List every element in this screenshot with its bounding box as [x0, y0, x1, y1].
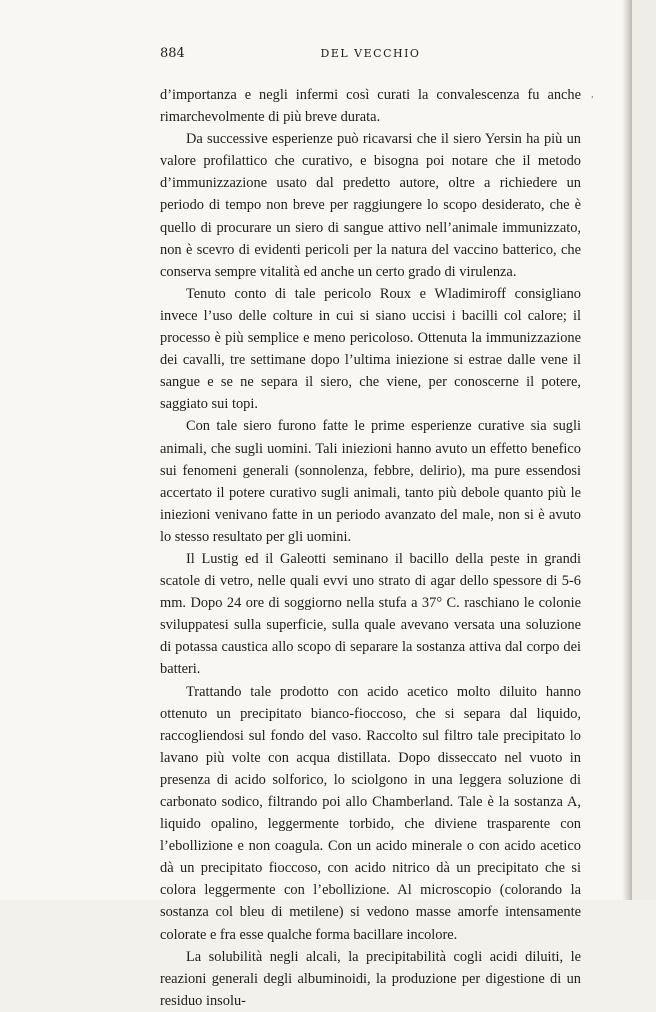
paragraph: Con tale siero furono fatte le prime esperienze curative sia sugli animali, che sugli uomini. Tali iniezioni hanno avuto un effetto benefico sui fenomeni generali (sonnolenza, febbre, delirio), ma pure essendosi accertato il potere curativo sugli animali, tanto più debole quanto più le iniezioni venivano fatte in un periodo avanzato del male, non si è avuto lo stesso resultato per gli uomini. [160, 418, 581, 545]
paragraph: Tenuto conto di tale pericolo Roux e Wladimiroff consigliano invece l’uso delle colture in cui si siano uccisi i bacilli col calore; il processo è più semplice e meno pericoloso. Ottenuta la immunizzazione dei cavalli, tre settimane dopo l’ultima iniezione si estrae dalle vene il sangue e se ne separa il siero, che viene, per conoscerne il potere, saggiato sui topi. [160, 285, 581, 413]
paragraph: Trattando tale prodotto con acido acetico molto diluito hanno ottenuto un precipitato bianco-fioccoso, che si separa dal liquido, raccogliendosi sul fondo del vaso. Raccolto sul filtro tale precipitato lo lavano più volte con acqua distillata. Dopo disseccato nel vuoto in presenza di acido solforico, lo sciolgono in una leggera soluzione di carbonato sodico, filtrando poi allo Chamberland. Tale è la sostanza A, liquido opalino, leggermente torbido, che diviene trasparente con l’ebollizione e non coagula. Con un acido minerale o con acido acetico dà un precipitato fioccoso, con acido nitrico dà un precipitato che si colora leggermente con l’ebollizione. Al microscopio (colorando la sostanza col bleu di metilene) si vedono masse amorfe intensamente colorate e fra esse qualche forma bacillare incolore. [160, 683, 581, 943]
facing-page-edge [632, 0, 656, 900]
page-fold-shadow [622, 0, 632, 900]
paragraph: Il Lustig ed il Galeotti seminano il bacillo della peste in grandi scatole di vetro, nelle quali evvi uno strato di agar dello spessore di 5-6 mm. Dopo 24 ore di soggiorno nella stufa a 37° C. raschiano le colonie sviluppatesi sulla superficie, sulla quale avevano versata una soluzione di potassa caustica allo scopo di separare la sostanza attiva dal corpo dei batteri. [160, 550, 581, 678]
running-title: DEL VECCHIO [320, 47, 421, 60]
paragraph: d’importanza e negli infermi così curati la convalescenza fu anche rimarchevolmente di più breve durata. [160, 87, 581, 126]
margin-mark: , [591, 88, 594, 100]
page-header [160, 46, 581, 62]
page-number: 884 [160, 46, 185, 61]
paragraph: Da successive esperienze può ricavarsi che il siero Yersin ha più un valore profilattico che curativo, e bisogna poi notare che il metodo d’immunizzazione usato dal predetto autore, oltre a richiedere un periodo di tempo non breve per raggiungere lo scopo desiderato, che è quello di procurare un siero di sangue attivo nell’animale immunizzato, non è scevro di evidenti pericoli per la natura del vaccino batterico, che conserva sempre vitalità ed anche un certo grado di virulenza. [160, 131, 581, 280]
paragraph: La solubilità negli alcali, la precipitabilità cogli acidi diluiti, le reazioni generali degli albuminoidi, la produzione per digestione di un residuo insolu- [160, 948, 581, 1009]
body-text [160, 84, 581, 1012]
